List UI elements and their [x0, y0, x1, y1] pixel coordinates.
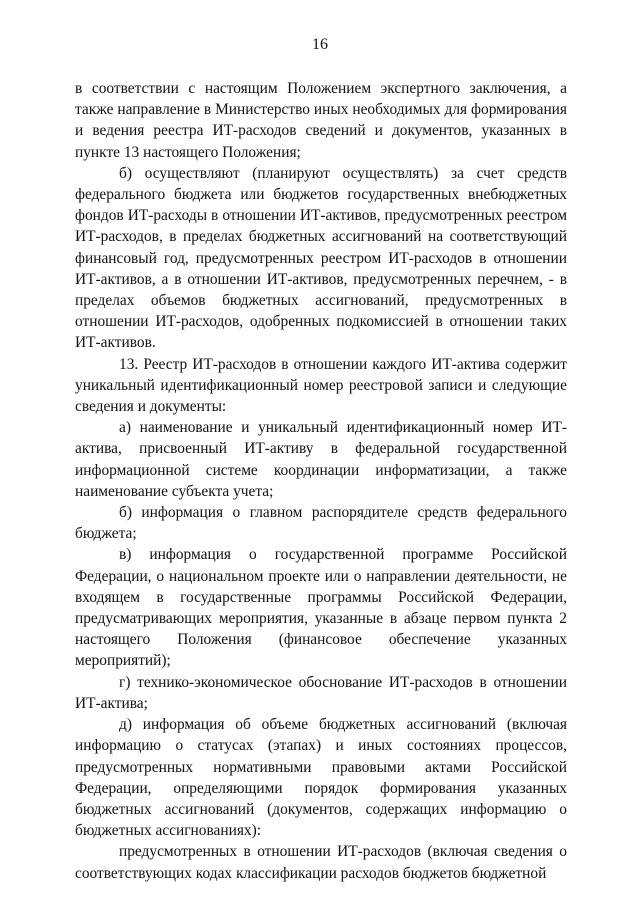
paragraph-item-a-name: а) наименование и уникальный идентификационный номер ИТ-актива, присвоенный ИТ-активу в федеральной государственной информационной системе координации информатизации, а также наименование субъекта учета;	[75, 419, 567, 500]
page-number: 16	[312, 36, 328, 53]
paragraph-provided-for-it-expenses: предусмотренных в отношении ИТ-расходов (включая сведения о соответствующих кодах классификации расходов бюджетов бюджетной	[75, 843, 567, 882]
paragraph-item-b-funding: б) осуществляют (планируют осуществлять) за счет средств федерального бюджета или бюджетов государственных внебюджетных фондов ИТ-расходы в отношении ИТ-активов, предусмотренных реестром ИТ-расходов, в пределах бюджетных ассигнований на соответствующий финансовый год, предусмотренных реестром ИТ-расходов в отношении ИТ-активов, а в отношении ИТ-активов, предусмотренных перечнем, - в пределах объемов бюджетных ассигнований, предусмотренных в отношении ИТ-расходов, одобренных подкомиссией в отношении таких ИТ-активов.	[75, 164, 567, 352]
document-body	[75, 78, 567, 884]
paragraph-item-g-feasibility: г) технико-экономическое обоснование ИТ-расходов в отношении ИТ-актива;	[75, 673, 567, 712]
paragraph-13-registry-contents: 13. Реестр ИТ-расходов в отношении каждого ИТ-актива содержит уникальный идентификационный номер реестровой записи и следующие сведения и документы:	[75, 355, 567, 416]
paragraph-item-d-allocations: д) информация об объеме бюджетных ассигнований (включая информацию о статусах (этапах) и иных состояниях процессов, предусмотренных нормативными правовыми актами Российской Федерации, определяющими порядок формирования указанных бюджетных ассигнований (документов, содержащих информацию о бюджетных ассигнованиях):	[75, 716, 567, 840]
paragraph-item-v-program: в) информация о государственной программе Российской Федерации, о национальном проекте или о направлении деятельности, не входящем в государственные программы Российской Федерации, предусматривающих мероприятия, указанные в абзаце первом пункта 2 настоящего Положения (финансовое обеспечение указанных мероприятий);	[75, 546, 567, 670]
paragraph-continuation: в соответствии с настоящим Положением экспертного заключения, а также направление в Министерство иных необходимых для формирования и ведения реестра ИТ-расходов сведений и документов, указанных в пункте 13 настоящего Положения;	[75, 80, 567, 161]
paragraph-item-b-distributor: б) информация о главном распорядителе средств федерального бюджета;	[75, 504, 567, 543]
